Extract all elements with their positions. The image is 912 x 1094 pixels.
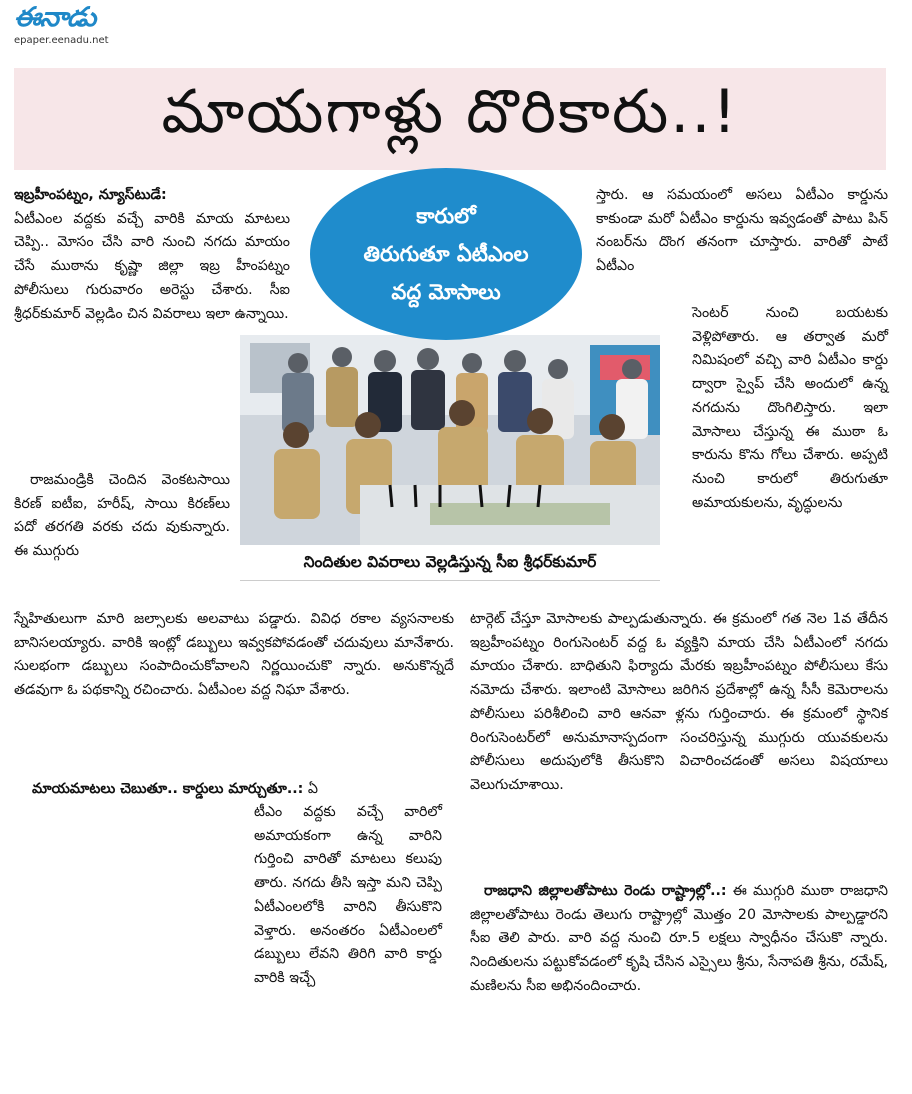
column-1-p2	[14, 469, 230, 564]
column-3-narrow	[692, 302, 888, 515]
bubble-line: కారులో	[416, 204, 476, 228]
press-meet-photo	[240, 335, 660, 545]
col3-top-paragraph: స్తారు. ఆ సమయంలో అసలు ఏటీఎం కార్డును కాకుండా మరో ఏటీఎం కార్డును ఇవ్వడంతో పాటు పిన్ నంబర్‌ను దొంగ తనంగా చూస్తారు. వారితో పాటే ఏటీఎం	[596, 187, 888, 275]
subhead-1: మాయమాటలు చెబుతూ.. కార్డులు మార్చుతూ..:	[32, 781, 304, 797]
col3-wide-paragraph: టార్గెట్ చేస్తూ మోసాలకు పాల్పడుతున్నారు. ఈ క్రమంలో గత నెల 1వ తేదీన ఇబ్రహీంపట్నం రింగుసెంటర్ వద్ద ఓ వ్యక్తిని మాయ చేసి ఏటీఎంలో నగదు మాయం చేశారు. బాధితుని ఫిర్యాదు మేరకు ఇబ్రహీంపట్నం పోలీసులు కేసు నమోదు చేశారు. ఇలాంటి మోసాలు జరిగిన ప్రదేశాల్లో ఉన్న సీసీ కెమెరాలను పోలీసులు పరిశీలించి వారి ఆనవా ళ్లను గుర్తించారు. ఈ క్రమంలో స్థానిక రింగుసెంటర్‌లో అనుమానాస్పదంగా సంచరిస్తున్న ముగ్గురు యువకులను పోలీసులు అదుపులోకి తీసుకొని విచారించడంతో అసలు విషయాలు వెలుగుచూశాయి.	[470, 611, 888, 793]
col3-end-paragraph: ఈ ముగ్గురి ముఠా రాజధాని జిల్లాలతోపాటు రెండు తెలుగు రాష్ట్రాల్లో మొత్తం 20 మోసాలకు పాల్పడ్డారని సీఐ తెలి పారు. వారి వద్ద నుంచి రూ.5 లక్షలు స్వాధీనం చేసుకొ న్నారు. నిందితులను పట్టుకోవడంలో కృషి చేసిన ఎస్సైలు శ్రీను, సేనాపతి శ్రీను, రమేష్, మణిలను సీఐ అభినందించారు.	[470, 883, 888, 994]
subhead-1-lead: ఏ	[307, 781, 318, 797]
column-1-top	[14, 184, 290, 326]
col3-narrow-paragraph: సెంటర్ నుంచి బయటకు వెళ్లిపోతారు. ఆ తర్వాత మరో నిమిషంలో వచ్చి వారి ఏటీఎం కార్డు ద్వారా స్వైప్ చేసి అందులో ఉన్న నగదును దొంగిలిస్తారు. ఇలా మోసాలు చేస్తున్న ఈ ముఠా ఓ కారును కొను గోలు చేశారు. అప్పటి నుంచి కారులో తిరుగుతూ అమాయకులను, వృద్ధులను	[692, 305, 888, 511]
bubble-line: తిరుగుతూ ఏటీఎంల	[363, 242, 529, 266]
column-2	[254, 801, 442, 991]
news-photo	[240, 335, 660, 545]
photo-caption: నిందితుల వివరాలు వెల్లడిస్తున్న సీఐ శ్రీధర్‌కుమార్	[240, 548, 660, 581]
col1-wide-paragraph: స్నేహితులుగా మారి జల్సాలకు అలవాటు పడ్డారు. వివిధ రకాల వ్యసనాలకు బానిసలయ్యారు. వారికి ఇంట్లో డబ్బులు ఇవ్వకపోవడంతో చదువులు మానేశారు. సులభంగా డబ్బులు సంపాదించుకోవాలని నిర్ణయించుకొ న్నారు. అనుకొన్నదే తడవుగా ఓ పథకాన్ని రచించారు. ఏటీఎంల వద్ద నిఘా వేశారు.	[14, 611, 454, 699]
highlight-bubble	[310, 168, 582, 340]
column-3-end	[470, 880, 888, 999]
col1-second-paragraph: రాజమండ్రికి చెందిన వెంకటసాయి కిరణ్ ఐటీఐ, హరీష్, సాయి కిరణ్‌లు పదో తరగతి వరకు చదు వుకున్నారు. ఈ ముగ్గురు	[14, 472, 230, 560]
headline: మాయగాళ్లు దొరికారు..!	[161, 77, 739, 147]
column-1-wide	[14, 608, 454, 703]
subhead-2: రాజధాని జిల్లాలతోపాటు రెండు రాష్ట్రాల్లో..:	[484, 883, 727, 899]
column-3-wide	[470, 608, 888, 798]
subhead-1-block	[14, 778, 454, 802]
col2-paragraph: టీఎం వద్దకు వచ్చే వారిలో అమాయకంగా ఉన్న వారిని గుర్తించి వారితో మాటలు కలుపు తారు. నగదు తీసి ఇస్తా మని చెప్పి ఏటీఎంలలోకి వారిని తీసుకొని వెళ్తారు. అనంతరం ఏటీఎంలలో డబ్బులు లేవని తిరిగి వారి కార్డు వారికి ఇచ్చే	[254, 804, 442, 986]
masthead-logo: ఈనాడు	[14, 2, 96, 33]
masthead-url: epaper.eenadu.net	[14, 35, 109, 46]
column-3-top	[596, 184, 888, 279]
col1-lead-paragraph: ఏటీఎంల వద్దకు వచ్చే వారికి మాయ మాటలు చెప్పి.. మోసం చేసి వారి నుంచి నగదు మాయం చేసే ముఠాను కృష్ణా జిల్లా ఇబ్ర హీంపట్నం పోలీసులు గురువారం అరెస్టు చేశారు. సీఐ శ్రీధర్‌కుమార్ వెల్లడిం చిన వివరాలు ఇలా ఉన్నాయి.	[14, 210, 290, 322]
bubble-line: వద్ద మోసాలు	[391, 280, 501, 304]
dateline: ఇబ్రహీంపట్నం, న్యూస్‌టుడే:	[14, 187, 167, 203]
